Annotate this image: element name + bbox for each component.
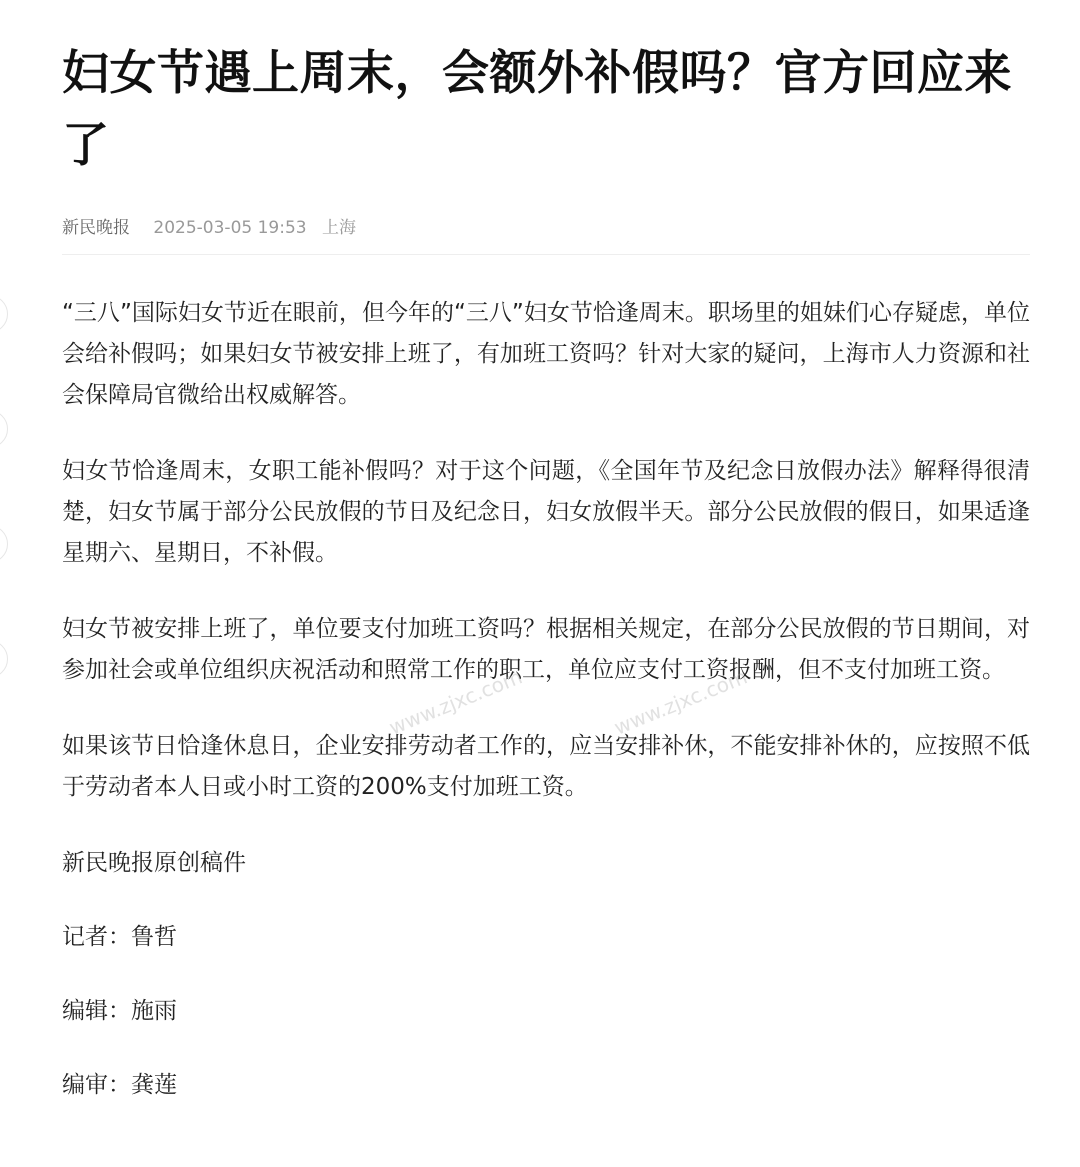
paragraph: 妇女节恰逢周末，女职工能补假吗？对于这个问题，《全国年节及纪念日放假办法》解释得很清楚，妇女节属于部分公民放假的节日及纪念日，妇女放假半天。部分公民放假的假日，如果适逢星期六、星期日，不补假。 [62, 458, 1030, 566]
credit-original: 新民晚报原创稿件 [62, 850, 246, 876]
article [62, 38, 1030, 1139]
article-source[interactable]: 新民晚报 [62, 218, 130, 238]
paragraph: 如果该节日恰逢休息日，企业安排劳动者工作的，应当安排补休，不能安排补休的，应按照不低于劳动者本人日或小时工资的200%支付加班工资。 [62, 733, 1030, 800]
meta-divider [62, 254, 1030, 255]
paragraph: 妇女节被安排上班了，单位要支付加班工资吗？根据相关规定，在部分公民放假的节日期间，对参加社会或单位组织庆祝活动和照常工作的职工，单位应支付工资报酬，但不支付加班工资。 [62, 616, 1030, 683]
watermark-logo: www.zjxc.com [610, 664, 751, 740]
article-location: 上海 [322, 218, 357, 238]
article-time: 2025-03-05 19:53 [153, 218, 307, 238]
side-bubble-2 [0, 410, 8, 448]
side-bubble-3 [0, 525, 8, 563]
article-meta [62, 216, 1030, 240]
side-bubble-4 [0, 640, 8, 678]
paragraph: “三八”国际妇女节近在眼前，但今年的“三八”妇女节恰逢周末。职场里的姐妹们心存疑虑，单位会给补假吗；如果妇女节被安排上班了，有加班工资吗？针对大家的疑问，上海市人力资源和社会保障局官微给出权威解答。 [62, 300, 1030, 408]
watermark-logo: www.zjxc.com [385, 664, 526, 740]
credit-reviewer: 编审：龚莲 [62, 1072, 177, 1098]
credit-reporter: 记者：鲁哲 [62, 924, 177, 950]
article-title: 妇女节遇上周末，会额外补假吗？官方回应来了 [62, 46, 1012, 173]
credit-editor: 编辑：施雨 [62, 998, 177, 1024]
article-body [62, 293, 1030, 1106]
side-bubble-1 [0, 295, 8, 333]
